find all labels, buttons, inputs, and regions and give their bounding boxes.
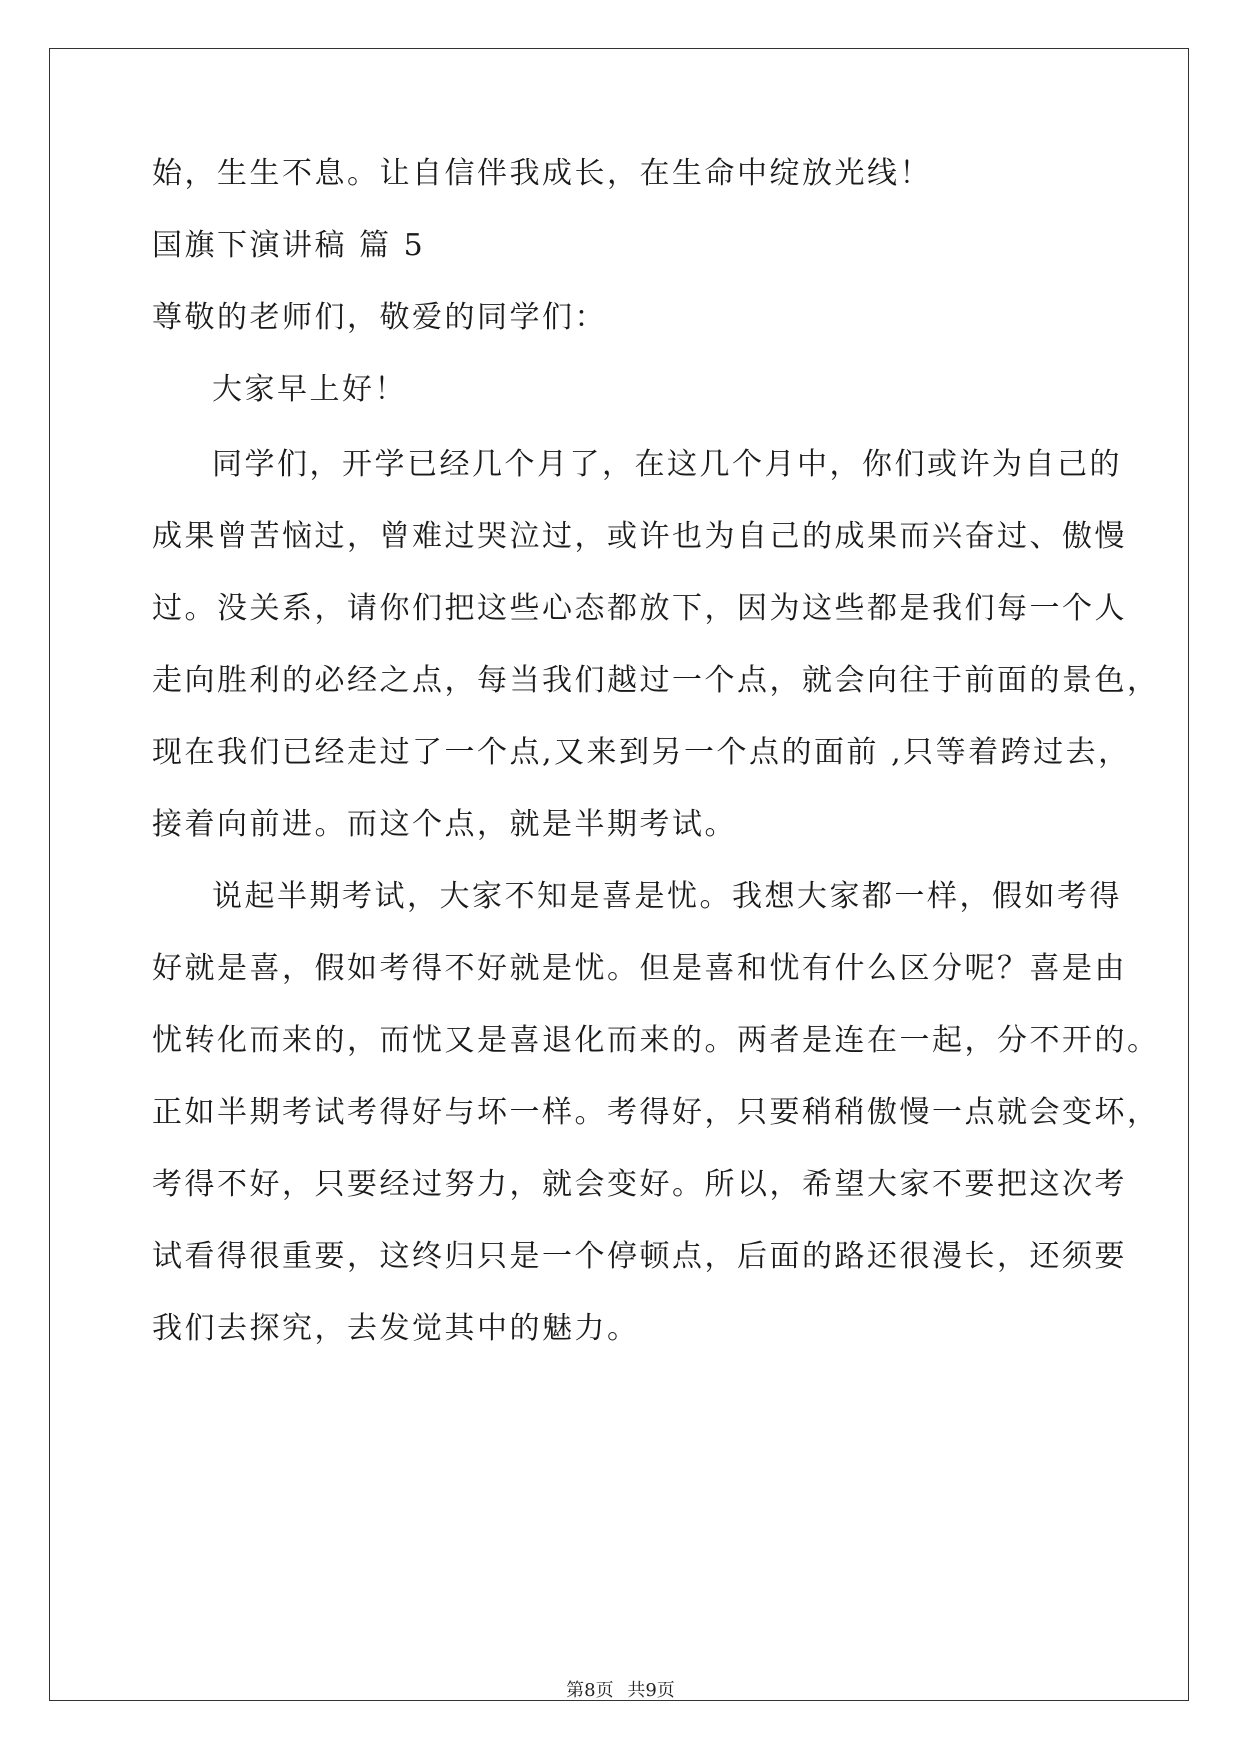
paragraph-line: 说起半期考试，大家不知是喜是忧。我想大家都一样，假如考得 bbox=[212, 879, 1122, 914]
paragraph-line: 走向胜利的必经之点，每当我们越过一个点，就会向往于前面的景色， bbox=[152, 663, 1160, 698]
paragraph-line: 正如半期考试考得好与坏一样。考得好，只要稍稍傲慢一点就会变坏， bbox=[152, 1095, 1160, 1130]
page-footer bbox=[0, 1680, 1241, 1702]
greeting: 大家早上好！ bbox=[212, 372, 407, 407]
page-border bbox=[49, 48, 1189, 1701]
total-pages: 共9页 bbox=[627, 1680, 675, 1701]
paragraph-line: 现在我们已经走过了一个点,又来到另一个点的面前 ,只等着跨过去， bbox=[152, 735, 1131, 770]
salutation: 尊敬的老师们，敬爱的同学们： bbox=[152, 300, 607, 335]
paragraph-line: 忧转化而来的，而忧又是喜退化而来的。两者是连在一起，分不开的。 bbox=[152, 1023, 1160, 1058]
page-number: 第8页 bbox=[566, 1680, 614, 1701]
paragraph-line: 同学们，开学已经几个月了，在这几个月中，你们或许为自己的 bbox=[212, 447, 1122, 482]
paragraph-line: 成果曾苦恼过，曾难过哭泣过，或许也为自己的成果而兴奋过、傲慢 bbox=[152, 519, 1127, 554]
paragraph-line: 考得不好，只要经过努力，就会变好。所以，希望大家不要把这次考 bbox=[152, 1167, 1127, 1202]
paragraph-line: 我们去探究，去发觉其中的魅力。 bbox=[152, 1311, 640, 1346]
section-heading: 国旗下演讲稿 篇 5 bbox=[152, 228, 426, 263]
paragraph-line: 试看得很重要，这终归只是一个停顿点，后面的路还很漫长，还须要 bbox=[152, 1239, 1127, 1274]
paragraph-line: 过。没关系，请你们把这些心态都放下，因为这些都是我们每一个人 bbox=[152, 591, 1127, 626]
text-line: 始，生生不息。让自信伴我成长，在生命中绽放光线！ bbox=[152, 156, 932, 191]
paragraph-line: 好就是喜，假如考得不好就是忧。但是喜和忧有什么区分呢？喜是由 bbox=[152, 951, 1127, 986]
paragraph-line: 接着向前进。而这个点，就是半期考试。 bbox=[152, 807, 737, 842]
